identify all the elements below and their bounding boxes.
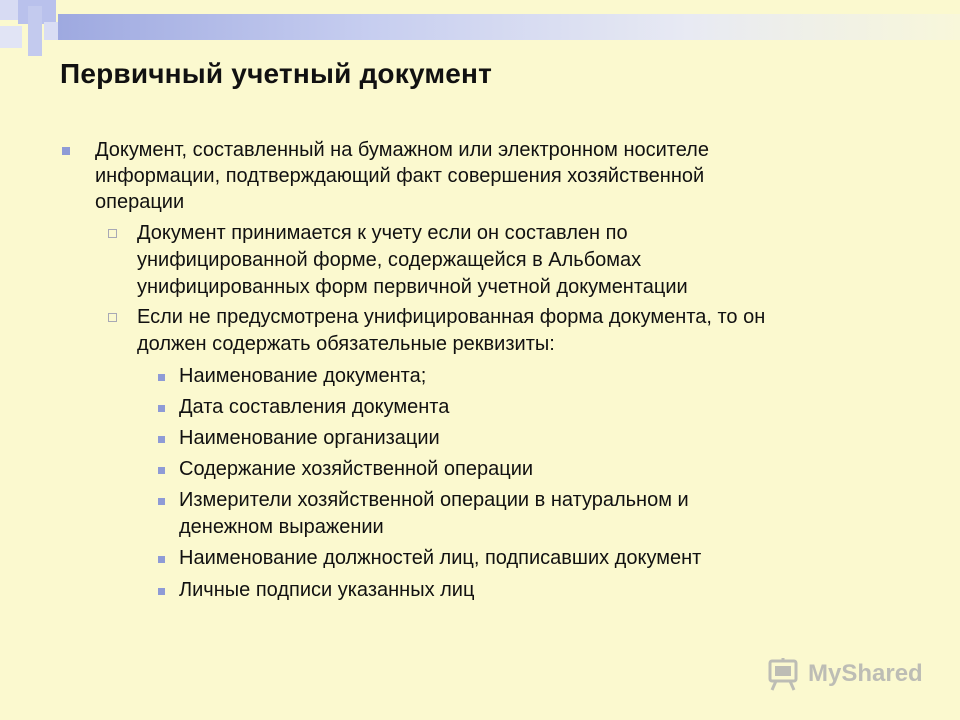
myshared-logo — [766, 656, 926, 692]
level3-line: Наименование документа; — [179, 365, 427, 387]
slide-title: Первичный учетный документ — [60, 58, 493, 89]
bullet-square-icon — [158, 556, 165, 563]
level2-line: унифицированных форм первичной учетной документации — [137, 276, 688, 298]
presentation-board-icon — [766, 658, 802, 692]
level2-line: унифицированной форме, содержащейся в Альбомах — [137, 249, 642, 271]
decor-square — [0, 0, 20, 20]
level2-line: Если не предусмотрена унифицированная форма документа, то он — [137, 306, 766, 328]
level2-line: должен содержать обязательные реквизиты: — [137, 333, 555, 355]
bullet-square-icon — [158, 374, 165, 381]
hollow-square-bullet-icon — [108, 229, 117, 238]
bullet-square-icon — [158, 436, 165, 443]
bullet-square-icon — [158, 467, 165, 474]
bullet-square-icon — [62, 147, 70, 155]
level3-line: денежном выражении — [179, 516, 384, 538]
level3-line: Личные подписи указанных лиц — [179, 579, 475, 601]
level3-line: Измерители хозяйственной операции в натуральном и — [179, 489, 689, 511]
title-decor-bar — [58, 14, 960, 40]
level1-line: Документ, составленный на бумажном или электронном носителе — [95, 139, 709, 161]
level3-line: Наименование должностей лиц, подписавших документ — [179, 547, 702, 569]
level3-line: Наименование организации — [179, 427, 440, 449]
hollow-square-bullet-icon — [108, 313, 117, 322]
level2-line: Документ принимается к учету если он составлен по — [137, 222, 628, 244]
level1-line: информации, подтверждающий факт совершения хозяйственной — [95, 165, 705, 187]
bullet-square-icon — [158, 498, 165, 505]
bullet-square-icon — [158, 588, 165, 595]
decor-square — [0, 26, 22, 48]
level3-line: Дата составления документа — [179, 396, 450, 418]
level3-line: Содержание хозяйственной операции — [179, 458, 534, 480]
decor-square — [28, 6, 42, 56]
bullet-square-icon — [158, 405, 165, 412]
logo-text: MyShared — [808, 660, 923, 687]
level1-line: операции — [95, 191, 185, 213]
